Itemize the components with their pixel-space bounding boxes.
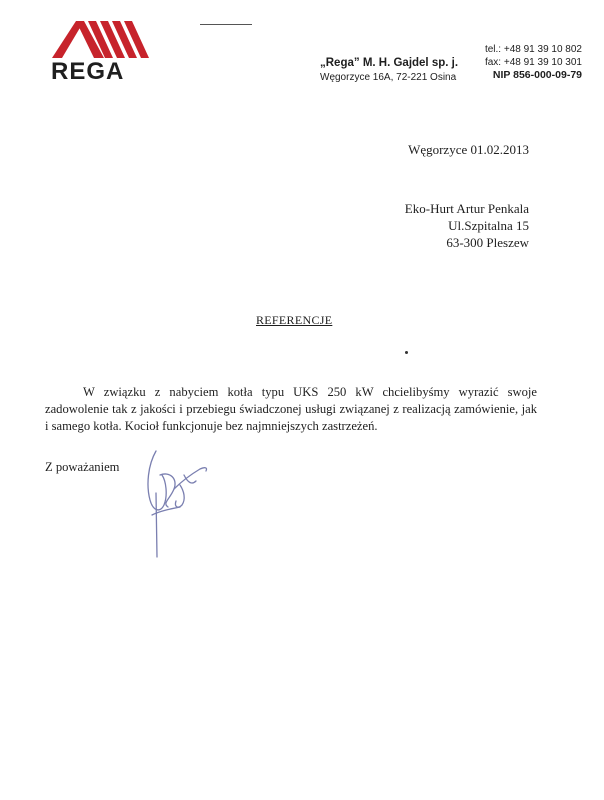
letter-body	[45, 384, 537, 435]
contact-info	[485, 44, 582, 82]
closing-salutation: Z poważaniem	[45, 460, 120, 474]
document-title: REFERENCJE	[256, 313, 333, 327]
company-info	[320, 56, 458, 84]
roof-logo-icon	[50, 18, 154, 60]
recipient-city: 63-300 Pleszew	[446, 235, 529, 250]
recipient-name: Eko-Hurt Artur Penkala	[404, 201, 529, 216]
scan-mark	[200, 24, 252, 25]
company-name: „Rega” M. H. Gajdel sp. j.	[320, 57, 459, 69]
nip-number: NIP 856-000-09-79	[492, 69, 582, 81]
handwritten-signature	[140, 445, 220, 560]
place-and-date: Węgorzyce 01.02.2013	[408, 142, 529, 157]
body-paragraph: W związku z nabyciem kotła typu UKS 250 kW chcielibyśmy wyrazić swoje zadowolenie tak z jakości i przebiegu świadczonej usługi związanej z realizacją zamówienie, jak i samego kotła. Kocioł funkcjonuje bez najmniejszych zastrzeżeń.	[45, 385, 537, 433]
logo-wordmark: REGA	[51, 58, 125, 85]
rega-logo	[50, 18, 154, 84]
recipient-street: Ul.Szpitalna 15	[448, 218, 529, 233]
recipient-address	[405, 200, 529, 251]
fax-number: fax: +48 91 39 10 301	[484, 56, 582, 68]
phone-number: tel.: +48 91 39 10 802	[484, 44, 582, 55]
company-address: Węgorzyce 16A, 72-221 Osina	[320, 72, 457, 83]
scan-speck	[405, 351, 408, 354]
